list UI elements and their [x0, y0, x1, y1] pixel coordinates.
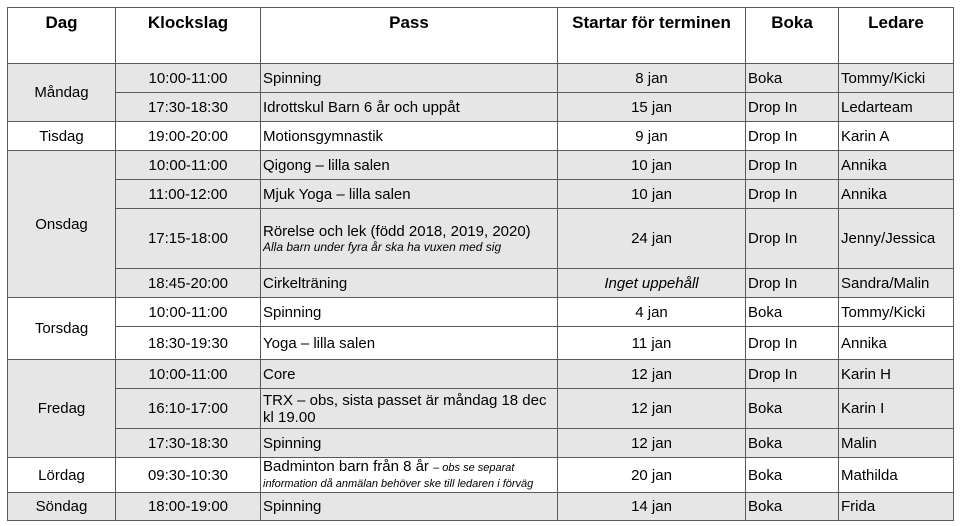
class-cell: [261, 209, 558, 269]
start-cell: 10 jan: [558, 180, 746, 209]
leader-cell: Annika: [839, 327, 954, 360]
booking-cell: Drop In: [746, 122, 839, 151]
leader-cell: Ledarteam: [839, 93, 954, 122]
table-row: [8, 493, 954, 521]
start-cell: 12 jan: [558, 360, 746, 389]
time-cell: 17:30-18:30: [116, 429, 261, 458]
class-name: Rörelse och lek (född 2018, 2019, 2020): [263, 223, 531, 240]
table-row: [8, 360, 954, 389]
start-cell: 20 jan: [558, 458, 746, 493]
booking-cell: Boka: [746, 458, 839, 493]
start-cell: 12 jan: [558, 429, 746, 458]
day-cell: Måndag: [8, 64, 116, 122]
class-cell: Spinning: [261, 64, 558, 93]
start-cell: 14 jan: [558, 493, 746, 521]
table-row: [8, 64, 954, 93]
class-cell: Yoga – lilla salen: [261, 327, 558, 360]
start-cell: 24 jan: [558, 209, 746, 269]
booking-cell: Drop In: [746, 151, 839, 180]
class-cell: [261, 458, 558, 493]
table-row: [8, 327, 954, 360]
header-row: [8, 8, 954, 64]
time-cell: 18:30-19:30: [116, 327, 261, 360]
day-cell: Söndag: [8, 493, 116, 521]
class-note: – obs se separat information då anmälan behöver ske till ledaren i förväg: [263, 462, 534, 490]
time-cell: 18:00-19:00: [116, 493, 261, 521]
leader-cell: Frida: [839, 493, 954, 521]
booking-cell: Boka: [746, 429, 839, 458]
day-cell: Lördag: [8, 458, 116, 493]
time-cell: 10:00-11:00: [116, 360, 261, 389]
start-cell: 10 jan: [558, 151, 746, 180]
table-row: [8, 180, 954, 209]
table-row: [8, 122, 954, 151]
booking-cell: Boka: [746, 298, 839, 327]
time-cell: 17:30-18:30: [116, 93, 261, 122]
start-cell: 12 jan: [558, 389, 746, 429]
leader-cell: Malin: [839, 429, 954, 458]
leader-cell: Jenny/Jessica: [839, 209, 954, 269]
header-start: Startar för terminen: [558, 8, 746, 64]
header-class: Pass: [261, 8, 558, 64]
table-row: [8, 429, 954, 458]
time-cell: 10:00-11:00: [116, 64, 261, 93]
start-cell: 15 jan: [558, 93, 746, 122]
class-cell: Spinning: [261, 429, 558, 458]
leader-cell: Tommy/Kicki: [839, 298, 954, 327]
header-booking: Boka: [746, 8, 839, 64]
table-row: [8, 298, 954, 327]
booking-cell: Drop In: [746, 327, 839, 360]
time-cell: 10:00-11:00: [116, 298, 261, 327]
booking-cell: Boka: [746, 389, 839, 429]
day-cell: Tisdag: [8, 122, 116, 151]
start-cell: 8 jan: [558, 64, 746, 93]
class-cell: Spinning: [261, 298, 558, 327]
booking-cell: Drop In: [746, 180, 839, 209]
time-cell: 19:00-20:00: [116, 122, 261, 151]
table-row: [8, 389, 954, 429]
start-cell: 4 jan: [558, 298, 746, 327]
leader-cell: Annika: [839, 180, 954, 209]
header-day: Dag: [8, 8, 116, 64]
booking-cell: Drop In: [746, 269, 839, 298]
class-note: Alla barn under fyra år ska ha vuxen med sig: [263, 240, 502, 254]
table-row: [8, 151, 954, 180]
day-cell: Torsdag: [8, 298, 116, 360]
table-row: [8, 458, 954, 493]
leader-cell: Karin A: [839, 122, 954, 151]
day-cell: Fredag: [8, 360, 116, 458]
class-cell: Cirkelträning: [261, 269, 558, 298]
class-name: Badminton barn från 8 år: [263, 458, 429, 475]
time-cell: 11:00-12:00: [116, 180, 261, 209]
header-time: Klockslag: [116, 8, 261, 64]
start-cell: 11 jan: [558, 327, 746, 360]
header-leader: Ledare: [839, 8, 954, 64]
leader-cell: Annika: [839, 151, 954, 180]
booking-cell: Boka: [746, 493, 839, 521]
class-cell: Mjuk Yoga – lilla salen: [261, 180, 558, 209]
time-cell: 10:00-11:00: [116, 151, 261, 180]
time-cell: 17:15-18:00: [116, 209, 261, 269]
start-cell: 9 jan: [558, 122, 746, 151]
booking-cell: Drop In: [746, 209, 839, 269]
class-cell: Core: [261, 360, 558, 389]
table-row: [8, 269, 954, 298]
table-row: [8, 93, 954, 122]
booking-cell: Drop In: [746, 93, 839, 122]
leader-cell: Karin H: [839, 360, 954, 389]
start-cell: Inget uppehåll: [558, 269, 746, 298]
leader-cell: Karin I: [839, 389, 954, 429]
class-cell: TRX – obs, sista passet är måndag 18 dec kl 19.00: [261, 389, 558, 429]
day-cell: Onsdag: [8, 151, 116, 298]
booking-cell: Drop In: [746, 360, 839, 389]
class-cell: Motionsgymnastik: [261, 122, 558, 151]
class-cell: Qigong – lilla salen: [261, 151, 558, 180]
time-cell: 09:30-10:30: [116, 458, 261, 493]
class-cell: Idrottskul Barn 6 år och uppåt: [261, 93, 558, 122]
booking-cell: Boka: [746, 64, 839, 93]
schedule-table: [7, 7, 954, 521]
table-row: [8, 209, 954, 269]
leader-cell: Sandra/Malin: [839, 269, 954, 298]
class-cell: Spinning: [261, 493, 558, 521]
leader-cell: Mathilda: [839, 458, 954, 493]
time-cell: 16:10-17:00: [116, 389, 261, 429]
leader-cell: Tommy/Kicki: [839, 64, 954, 93]
time-cell: 18:45-20:00: [116, 269, 261, 298]
